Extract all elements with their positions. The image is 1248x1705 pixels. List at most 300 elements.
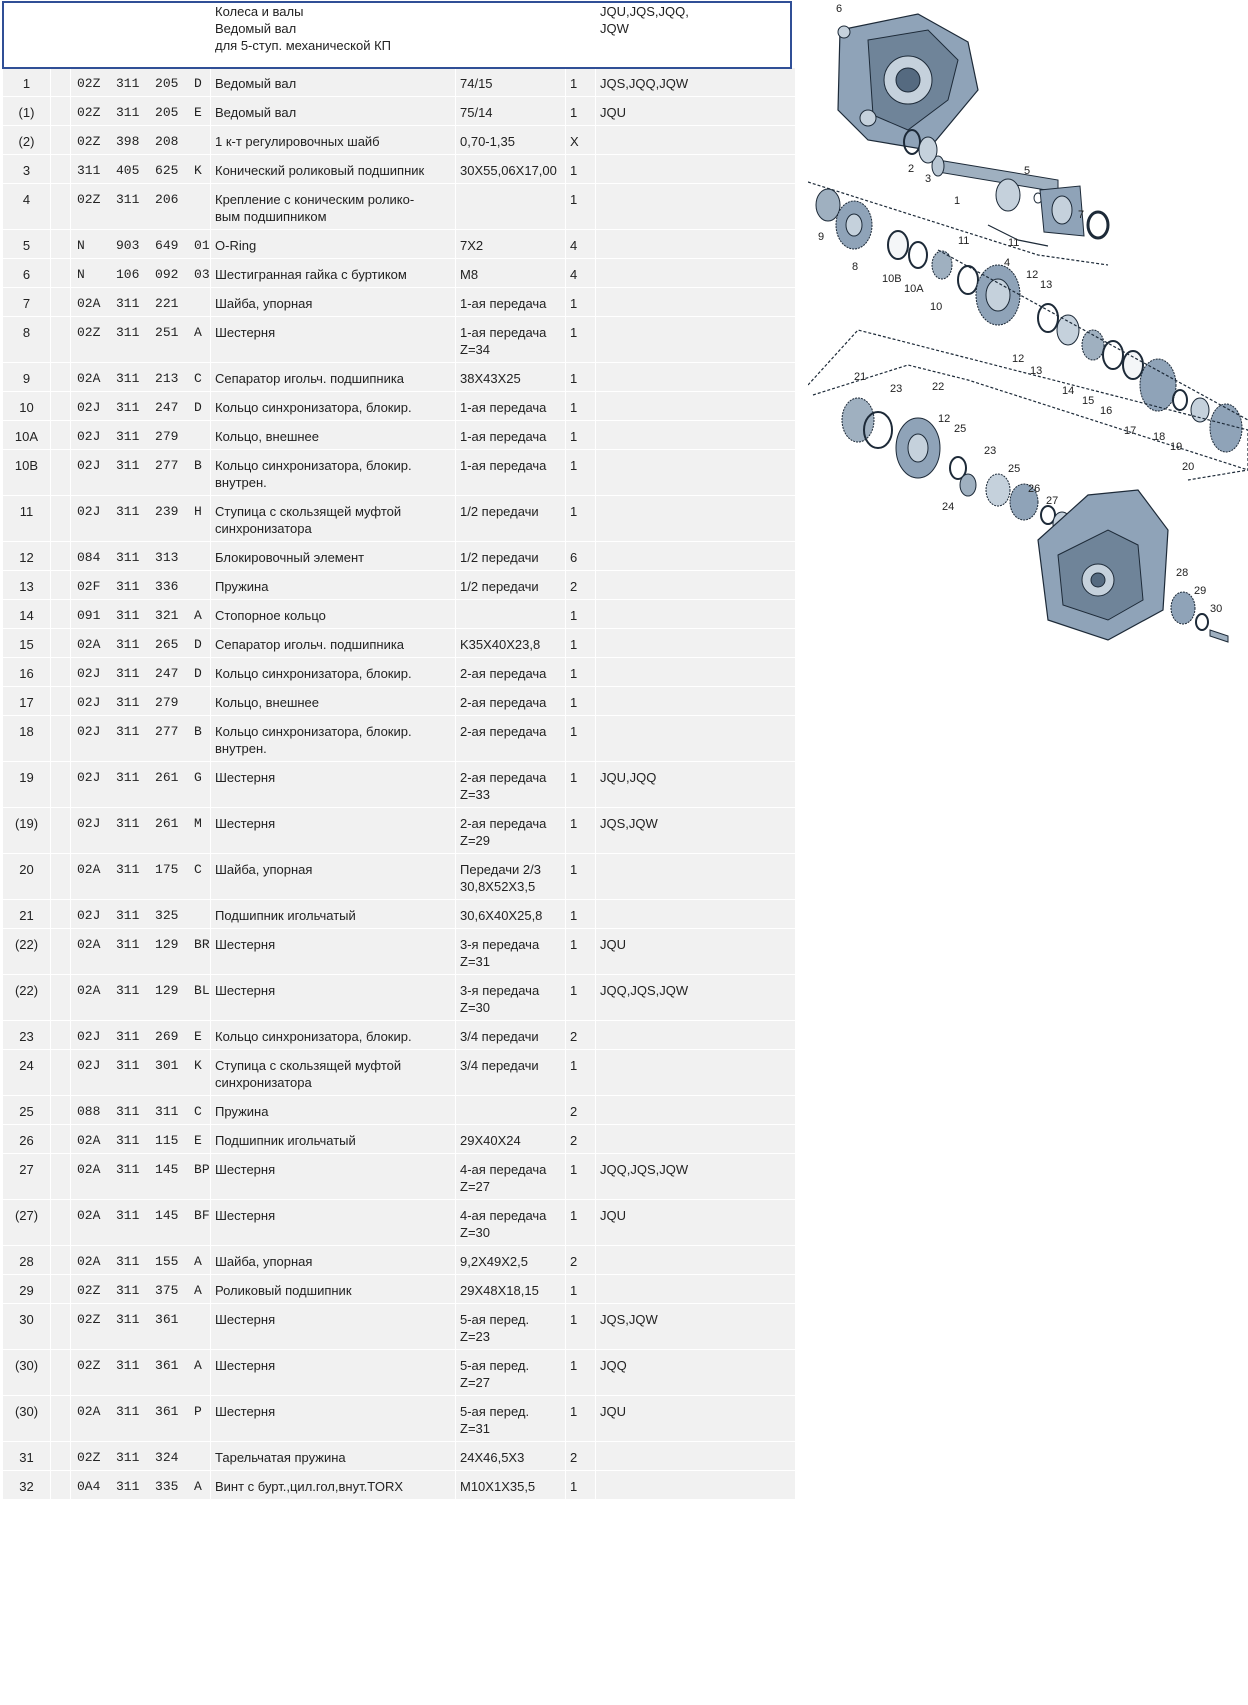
- row-quantity: 1: [566, 687, 596, 716]
- table-row: [3, 929, 796, 975]
- row-models: JQU: [596, 929, 796, 975]
- row-description: Сепаратор игольч. подшипника: [211, 363, 456, 392]
- row-description: Кольцо синхронизатора, блокир. внутрен.: [211, 450, 456, 496]
- row-marker: [51, 1304, 71, 1350]
- row-models: [596, 854, 796, 900]
- callout-1: 1: [954, 195, 961, 207]
- row-marker: [51, 1275, 71, 1304]
- row-marker: [51, 1442, 71, 1471]
- row-models: [596, 1096, 796, 1125]
- row-description: Подшипник игольчатый: [211, 900, 456, 929]
- row-part-number: 02J 311 301 K: [71, 1050, 211, 1096]
- row-marker: [51, 571, 71, 600]
- row-position: (2): [3, 126, 51, 155]
- table-row: [3, 1350, 796, 1396]
- row-marker: [51, 97, 71, 126]
- row-specification: 2-ая передача: [456, 687, 566, 716]
- row-quantity: 2: [566, 1096, 596, 1125]
- row-specification: 7X2: [456, 230, 566, 259]
- row-specification: 3-я передача Z=31: [456, 929, 566, 975]
- row-specification: 29X40X24: [456, 1125, 566, 1154]
- row-part-number: 02A 311 221: [71, 288, 211, 317]
- row-description: Кольцо синхронизатора, блокир. внутрен.: [211, 716, 456, 762]
- callout-26: 24: [942, 501, 955, 513]
- row-position: (1): [3, 97, 51, 126]
- row-quantity: 2: [566, 571, 596, 600]
- table-row: [3, 126, 796, 155]
- callout-2: 2: [908, 163, 915, 175]
- row-position: 27: [3, 1154, 51, 1200]
- row-models: [596, 155, 796, 184]
- callout-11b: 11: [1008, 237, 1020, 249]
- row-specification: 2-ая передача: [456, 716, 566, 762]
- row-description: Конический роликовый подшипник: [211, 155, 456, 184]
- row-models: [596, 1246, 796, 1275]
- table-row: [3, 854, 796, 900]
- table-row: [3, 230, 796, 259]
- row-position: 29: [3, 1275, 51, 1304]
- table-row: [3, 363, 796, 392]
- row-description: Шайба, упорная: [211, 1246, 456, 1275]
- row-marker: [51, 1050, 71, 1096]
- row-quantity: 1: [566, 363, 596, 392]
- row-quantity: 1: [566, 762, 596, 808]
- row-quantity: 1: [566, 1154, 596, 1200]
- table-row: [3, 1050, 796, 1096]
- table-row: [3, 1304, 796, 1350]
- row-position: (30): [3, 1350, 51, 1396]
- row-marker: [51, 1125, 71, 1154]
- row-part-number: 02Z 311 251 A: [71, 317, 211, 363]
- table-row: [3, 288, 796, 317]
- row-marker: [51, 900, 71, 929]
- callout-13b: 13: [1040, 279, 1053, 291]
- table-row: [3, 900, 796, 929]
- row-position: (22): [3, 929, 51, 975]
- row-position: 20: [3, 854, 51, 900]
- row-position: 11: [3, 496, 51, 542]
- row-marker: [51, 155, 71, 184]
- row-models: JQQ: [596, 1350, 796, 1396]
- row-specification: 1/2 передачи: [456, 542, 566, 571]
- row-quantity: 1: [566, 854, 596, 900]
- row-quantity: 1: [566, 288, 596, 317]
- row-marker: [51, 1200, 71, 1246]
- row-part-number: 311 405 625 K: [71, 155, 211, 184]
- row-description: Шестерня: [211, 1396, 456, 1442]
- row-part-number: 02J 311 279: [71, 687, 211, 716]
- row-position: 30: [3, 1304, 51, 1350]
- row-marker: [51, 762, 71, 808]
- row-models: [596, 1125, 796, 1154]
- row-models: JQS,JQW: [596, 1304, 796, 1350]
- callout-10a: 10A: [904, 283, 924, 295]
- parts-table: [2, 0, 796, 1500]
- callout-7: 7: [1078, 209, 1085, 221]
- row-marker: [51, 658, 71, 687]
- row-specification: [456, 184, 566, 230]
- table-row: [3, 762, 796, 808]
- exploded-view-diagram: [808, 0, 1248, 650]
- row-quantity: 2: [566, 1442, 596, 1471]
- row-description: Шестерня: [211, 1304, 456, 1350]
- row-position: 26: [3, 1125, 51, 1154]
- row-models: [596, 496, 796, 542]
- row-models: [596, 687, 796, 716]
- callout-17: 15: [1082, 395, 1095, 407]
- row-position: 3: [3, 155, 51, 184]
- row-position: 6: [3, 259, 51, 288]
- row-marker: [51, 259, 71, 288]
- table-row: [3, 1471, 796, 1500]
- row-part-number: 02A 311 145 BF: [71, 1200, 211, 1246]
- row-quantity: 1: [566, 1275, 596, 1304]
- callout-32: 30: [1210, 603, 1223, 615]
- row-part-number: 02Z 398 208: [71, 126, 211, 155]
- callout-29: 27: [1046, 495, 1059, 507]
- row-marker: [51, 288, 71, 317]
- row-position: 17: [3, 687, 51, 716]
- row-description: Роликовый подшипник: [211, 1275, 456, 1304]
- row-position: (30): [3, 1396, 51, 1442]
- row-models: [596, 230, 796, 259]
- table-row: [3, 629, 796, 658]
- row-description: Пружина: [211, 1096, 456, 1125]
- row-marker: [51, 68, 71, 97]
- callout-12b: 12: [1026, 269, 1039, 281]
- table-row: [3, 496, 796, 542]
- row-quantity: 6: [566, 542, 596, 571]
- row-quantity: 1: [566, 900, 596, 929]
- callout-16: 14: [1062, 385, 1075, 397]
- table-header-row: [3, 1, 796, 68]
- callout-10: 10: [930, 301, 943, 313]
- row-part-number: 091 311 321 A: [71, 600, 211, 629]
- row-position: (27): [3, 1200, 51, 1246]
- row-part-number: 02Z 311 361: [71, 1304, 211, 1350]
- row-specification: 1-ая передача: [456, 450, 566, 496]
- row-specification: Передачи 2/3 30,8X52X3,5: [456, 854, 566, 900]
- row-quantity: 1: [566, 392, 596, 421]
- row-marker: [51, 363, 71, 392]
- row-position: 9: [3, 363, 51, 392]
- row-specification: 1/2 передачи: [456, 496, 566, 542]
- callout-31: 29: [1194, 585, 1207, 597]
- row-quantity: 1: [566, 317, 596, 363]
- callout-13: 11: [958, 235, 970, 247]
- row-models: JQU: [596, 1396, 796, 1442]
- row-models: [596, 900, 796, 929]
- callout-6: 6: [836, 3, 843, 15]
- row-position: 28: [3, 1246, 51, 1275]
- row-position: 21: [3, 900, 51, 929]
- row-quantity: 1: [566, 421, 596, 450]
- row-models: [596, 259, 796, 288]
- header-title-line: Ведомый вал: [215, 21, 297, 36]
- row-part-number: 02J 311 261 M: [71, 808, 211, 854]
- row-part-number: 02J 311 247 D: [71, 658, 211, 687]
- row-description: 1 к-т регулировочных шайб: [211, 126, 456, 155]
- row-models: [596, 450, 796, 496]
- row-part-number: 088 311 311 C: [71, 1096, 211, 1125]
- row-models: [596, 658, 796, 687]
- row-part-number: 02F 311 336: [71, 571, 211, 600]
- row-description: Блокировочный элемент: [211, 542, 456, 571]
- row-quantity: 2: [566, 1125, 596, 1154]
- row-marker: [51, 542, 71, 571]
- callout-25: 23: [890, 383, 903, 395]
- row-part-number: N 106 092 03: [71, 259, 211, 288]
- row-specification: 5-ая перед. Z=27: [456, 1350, 566, 1396]
- row-marker: [51, 1396, 71, 1442]
- callout-5: 5: [1024, 165, 1031, 177]
- row-models: [596, 1021, 796, 1050]
- table-row: [3, 975, 796, 1021]
- row-quantity: 4: [566, 230, 596, 259]
- row-marker: [51, 629, 71, 658]
- row-description: Ступица с скользящей муфтой синхронизатора: [211, 1050, 456, 1096]
- table-row: [3, 1396, 796, 1442]
- row-part-number: 02Z 311 206: [71, 184, 211, 230]
- table-row: [3, 808, 796, 854]
- row-models: [596, 716, 796, 762]
- callout-18: 16: [1100, 405, 1113, 417]
- row-description: Шестерня: [211, 929, 456, 975]
- row-models: [596, 317, 796, 363]
- row-position: (22): [3, 975, 51, 1021]
- row-specification: 1/2 передачи: [456, 571, 566, 600]
- row-description: Сепаратор игольч. подшипника: [211, 629, 456, 658]
- row-specification: K35X40X23,8: [456, 629, 566, 658]
- callout-21: 19: [1170, 441, 1183, 453]
- header-title: [211, 1, 456, 68]
- row-part-number: 02Z 311 205 D: [71, 68, 211, 97]
- row-part-number: 02A 311 115 E: [71, 1125, 211, 1154]
- row-part-number: N 903 649 01: [71, 230, 211, 259]
- callout-9: 9: [818, 231, 825, 243]
- row-quantity: 1: [566, 1396, 596, 1442]
- row-specification: 30,6X40X25,8: [456, 900, 566, 929]
- row-part-number: 02J 311 279: [71, 421, 211, 450]
- row-quantity: 1: [566, 1200, 596, 1246]
- table-row: [3, 716, 796, 762]
- row-position: 8: [3, 317, 51, 363]
- row-position: 12: [3, 542, 51, 571]
- table-row: [3, 1096, 796, 1125]
- row-position: 14: [3, 600, 51, 629]
- row-position: 7: [3, 288, 51, 317]
- row-description: Шестигранная гайка с буртиком: [211, 259, 456, 288]
- row-part-number: 02J 311 269 E: [71, 1021, 211, 1050]
- row-part-number: 02Z 311 205 E: [71, 97, 211, 126]
- row-quantity: 1: [566, 975, 596, 1021]
- callout-23b: 23: [984, 445, 997, 457]
- table-row: [3, 687, 796, 716]
- row-position: 10A: [3, 421, 51, 450]
- row-position: 16: [3, 658, 51, 687]
- row-part-number: 02Z 311 324: [71, 1442, 211, 1471]
- row-quantity: X: [566, 126, 596, 155]
- table-row: [3, 1200, 796, 1246]
- table-row: [3, 1125, 796, 1154]
- table-row: [3, 1246, 796, 1275]
- row-specification: 3/4 передачи: [456, 1021, 566, 1050]
- row-position: 19: [3, 762, 51, 808]
- row-description: Ведомый вал: [211, 97, 456, 126]
- row-models: [596, 1275, 796, 1304]
- row-marker: [51, 975, 71, 1021]
- row-specification: 1-ая передача Z=34: [456, 317, 566, 363]
- row-position: 31: [3, 1442, 51, 1471]
- row-specification: [456, 1096, 566, 1125]
- table-row: [3, 571, 796, 600]
- row-part-number: 084 311 313: [71, 542, 211, 571]
- row-description: Шестерня: [211, 317, 456, 363]
- row-models: [596, 421, 796, 450]
- row-part-number: 02A 311 175 C: [71, 854, 211, 900]
- callout-24: 22: [932, 381, 945, 393]
- callout-4: 4: [1004, 257, 1011, 269]
- row-quantity: 1: [566, 929, 596, 975]
- callout-22: 20: [1182, 461, 1195, 473]
- row-position: 15: [3, 629, 51, 658]
- row-part-number: 02J 311 247 D: [71, 392, 211, 421]
- row-models: [596, 1471, 796, 1500]
- row-quantity: 1: [566, 1471, 596, 1500]
- row-description: Кольцо синхронизатора, блокир.: [211, 1021, 456, 1050]
- row-specification: 2-ая передача Z=29: [456, 808, 566, 854]
- row-quantity: 2: [566, 1246, 596, 1275]
- row-part-number: 02A 311 129 BR: [71, 929, 211, 975]
- row-models: [596, 1442, 796, 1471]
- row-specification: 2-ая передача Z=33: [456, 762, 566, 808]
- header-title-line: Колеса и валы: [215, 4, 304, 19]
- row-description: Шестерня: [211, 1154, 456, 1200]
- row-description: Ступица с скользящей муфтой синхронизатора: [211, 496, 456, 542]
- row-part-number: 02A 311 361 P: [71, 1396, 211, 1442]
- row-part-number: 02A 311 129 BL: [71, 975, 211, 1021]
- row-quantity: 2: [566, 1021, 596, 1050]
- row-marker: [51, 421, 71, 450]
- table-row: [3, 97, 796, 126]
- row-specification: 29X48X18,15: [456, 1275, 566, 1304]
- row-position: 5: [3, 230, 51, 259]
- row-marker: [51, 317, 71, 363]
- row-quantity: 1: [566, 716, 596, 762]
- row-position: 1: [3, 68, 51, 97]
- row-position: 24: [3, 1050, 51, 1096]
- first-second-gear-group-illustration: [808, 189, 1248, 480]
- row-models: JQQ,JQS,JQW: [596, 975, 796, 1021]
- row-description: Кольцо, внешнее: [211, 687, 456, 716]
- header-models: JQU,JQS,JQQ, JQW: [596, 1, 796, 68]
- row-quantity: 1: [566, 496, 596, 542]
- row-description: Ведомый вал: [211, 68, 456, 97]
- row-description: Шестерня: [211, 1200, 456, 1246]
- row-description: Шайба, упорная: [211, 854, 456, 900]
- row-position: 4: [3, 184, 51, 230]
- row-quantity: 1: [566, 184, 596, 230]
- row-marker: [51, 1021, 71, 1050]
- header-title-line: для 5-ступ. механической КП: [215, 38, 392, 53]
- row-quantity: 1: [566, 450, 596, 496]
- row-position: (19): [3, 808, 51, 854]
- table-row: [3, 1154, 796, 1200]
- row-position: 32: [3, 1471, 51, 1500]
- row-models: [596, 392, 796, 421]
- callout-30: 28: [1176, 567, 1189, 579]
- row-specification: 3-я передача Z=30: [456, 975, 566, 1021]
- row-models: JQQ,JQS,JQW: [596, 1154, 796, 1200]
- row-marker: [51, 1350, 71, 1396]
- row-part-number: 02J 311 261 G: [71, 762, 211, 808]
- row-position: 25: [3, 1096, 51, 1125]
- row-description: Кольцо синхронизатора, блокир.: [211, 392, 456, 421]
- row-specification: 1-ая передача: [456, 288, 566, 317]
- row-models: [596, 288, 796, 317]
- row-marker: [51, 1096, 71, 1125]
- row-position: 10: [3, 392, 51, 421]
- row-models: [596, 1050, 796, 1096]
- table-row: [3, 600, 796, 629]
- row-models: [596, 542, 796, 571]
- row-description: Кольцо синхронизатора, блокир.: [211, 658, 456, 687]
- row-description: Шайба, упорная: [211, 288, 456, 317]
- row-marker: [51, 126, 71, 155]
- row-marker: [51, 600, 71, 629]
- callout-15: 13: [1030, 365, 1043, 377]
- table-row: [3, 450, 796, 496]
- row-position: 23: [3, 1021, 51, 1050]
- row-part-number: 02A 311 265 D: [71, 629, 211, 658]
- row-models: JQU: [596, 1200, 796, 1246]
- row-specification: 0,70-1,35: [456, 126, 566, 155]
- row-specification: 3/4 передачи: [456, 1050, 566, 1096]
- callout-25b: 25: [954, 423, 967, 435]
- callout-3: 3: [925, 173, 932, 185]
- row-description: Шестерня: [211, 808, 456, 854]
- row-part-number: 02J 311 239 H: [71, 496, 211, 542]
- row-specification: 38X43X25: [456, 363, 566, 392]
- row-part-number: 0A4 311 335 A: [71, 1471, 211, 1500]
- row-specification: 4-ая передача Z=27: [456, 1154, 566, 1200]
- row-description: Подшипник игольчатый: [211, 1125, 456, 1154]
- row-specification: [456, 600, 566, 629]
- table-row: [3, 68, 796, 97]
- row-description: Шестерня: [211, 1350, 456, 1396]
- callout-10b: 10B: [882, 273, 902, 285]
- row-specification: 4-ая передача Z=30: [456, 1200, 566, 1246]
- row-specification: M10X1X35,5: [456, 1471, 566, 1500]
- row-part-number: 02A 311 213 C: [71, 363, 211, 392]
- row-models: JQS,JQQ,JQW: [596, 68, 796, 97]
- row-specification: 75/14: [456, 97, 566, 126]
- row-models: [596, 126, 796, 155]
- row-marker: [51, 716, 71, 762]
- row-description: Пружина: [211, 571, 456, 600]
- row-specification: M8: [456, 259, 566, 288]
- row-marker: [51, 808, 71, 854]
- row-specification: 9,2X49X2,5: [456, 1246, 566, 1275]
- row-marker: [51, 1246, 71, 1275]
- row-specification: 2-ая передача: [456, 658, 566, 687]
- row-specification: 1-ая передача: [456, 421, 566, 450]
- row-marker: [51, 184, 71, 230]
- row-specification: 74/15: [456, 68, 566, 97]
- table-row: [3, 259, 796, 288]
- row-quantity: 1: [566, 629, 596, 658]
- table-row: [3, 1275, 796, 1304]
